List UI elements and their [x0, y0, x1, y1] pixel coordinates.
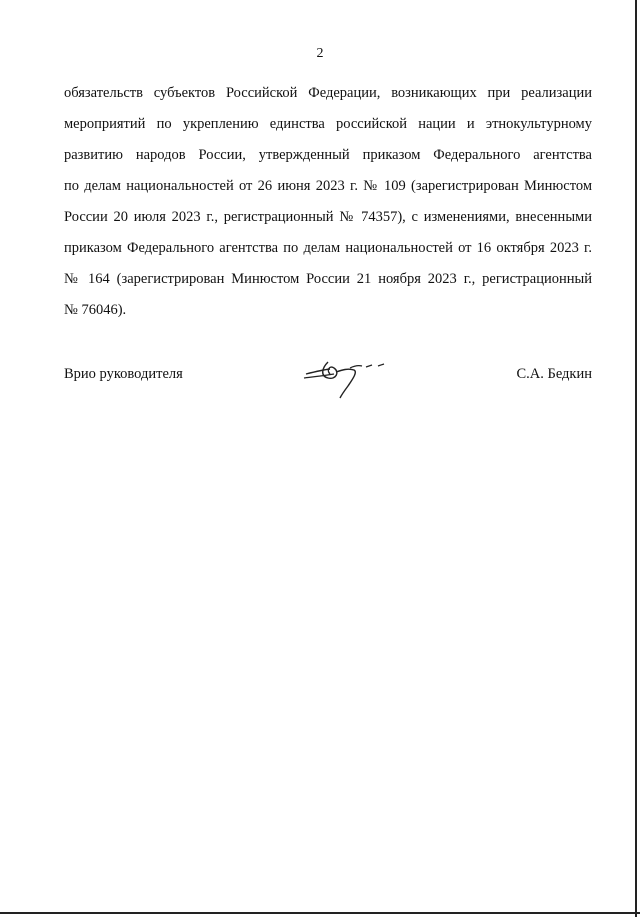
body-line: № 76046). — [64, 302, 127, 318]
scan-edge-bottom — [0, 912, 640, 914]
body-line: обязательств субъектов Российской Федерации, возникающих при реализации — [64, 85, 592, 101]
page-number: 2 — [316, 46, 324, 61]
signatory-name: С.А. Бедкин — [516, 366, 592, 382]
body-paragraph — [64, 78, 592, 326]
body-line: России 20 июля 2023 г., регистрационный № 74357), с изменениями, внесенными — [64, 209, 592, 225]
signatory-position: Врио руководителя — [64, 366, 183, 382]
body-line: приказом Федерального агентства по делам национальностей от 16 октября 2023 г. — [64, 240, 592, 256]
body-line: развитию народов России, утвержденный приказом Федерального агентства — [64, 147, 592, 163]
scan-edge-right — [635, 0, 637, 917]
body-line: № 164 (зарегистрирован Минюстом России 21 ноября 2023 г., регистрационный — [64, 271, 592, 287]
body-line: по делам национальностей от 26 июня 2023 г. № 109 (зарегистрирован Минюстом — [64, 178, 592, 194]
body-line: мероприятий по укреплению единства российской нации и этнокультурному — [64, 116, 592, 132]
handwritten-signature — [300, 352, 410, 400]
